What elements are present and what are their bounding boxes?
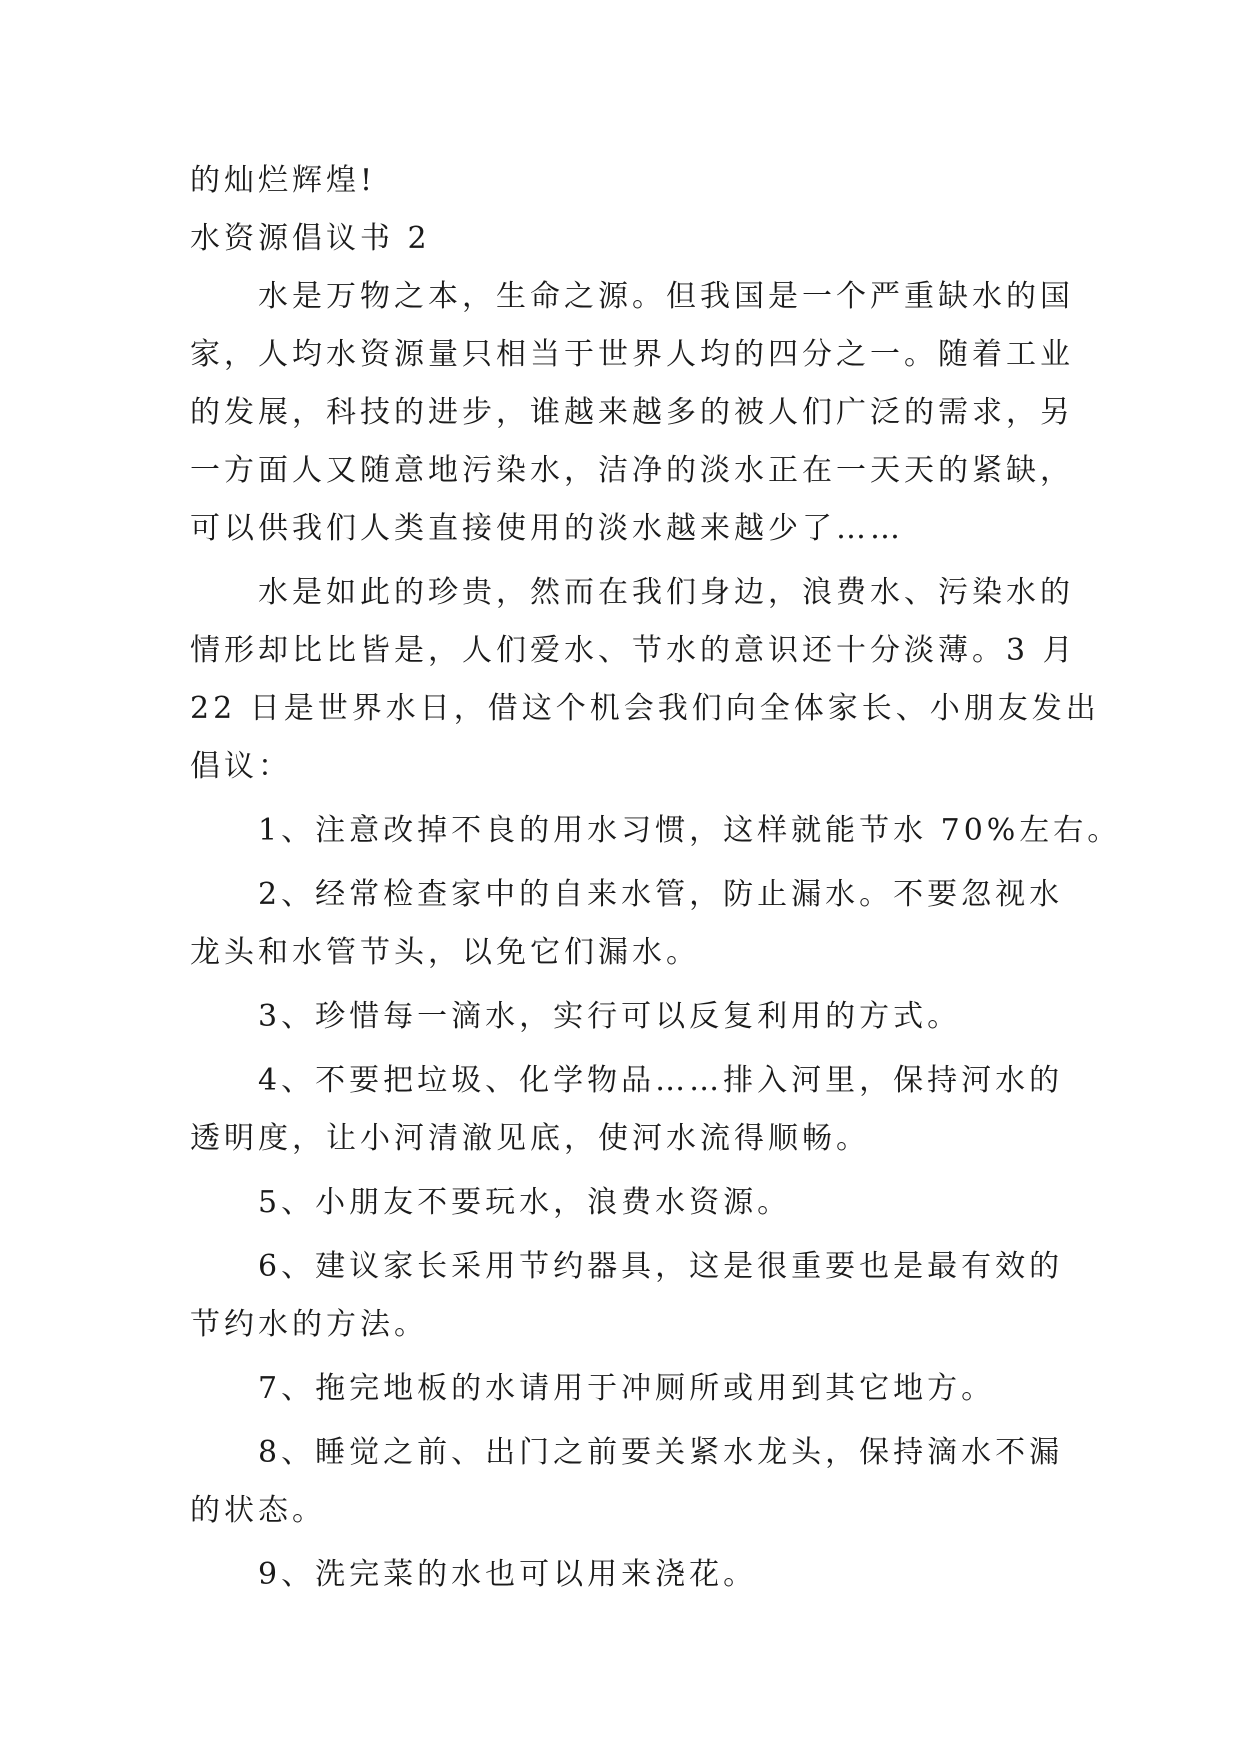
document-heading: 水资源倡议书 2 xyxy=(190,221,431,256)
paragraph-line: 6、建议家长采用节约器具，这是很重要也是最有效的 xyxy=(258,1249,1064,1284)
paragraph-line: 情形却比比皆是，人们爱水、节水的意识还十分淡薄。3 月 xyxy=(190,633,1077,668)
paragraph-line: 5、小朋友不要玩水，浪费水资源。 xyxy=(258,1185,792,1220)
paragraph-line: 1、注意改掉不良的用水习惯，这样就能节水 70%左右。 xyxy=(258,813,1122,848)
paragraph-line: 3、珍惜每一滴水，实行可以反复利用的方式。 xyxy=(258,999,962,1034)
paragraph-line: 4、不要把垃圾、化学物品……排入河里，保持河水的 xyxy=(258,1063,1064,1098)
paragraph-line: 龙头和水管节头，以免它们漏水。 xyxy=(190,935,700,970)
paragraph-line: 透明度，让小河清澈见底，使河水流得顺畅。 xyxy=(190,1121,870,1156)
paragraph-line: 2、经常检查家中的自来水管，防止漏水。不要忽视水 xyxy=(258,877,1064,912)
paragraph-line: 一方面人又随意地污染水，洁净的淡水正在一天天的紧缺， xyxy=(190,453,1074,488)
paragraph-line: 倡议： xyxy=(190,749,292,784)
paragraph-line: 水是如此的珍贵，然而在我们身边，浪费水、污染水的 xyxy=(258,575,1074,610)
paragraph-line: 22 日是世界水日，借这个机会我们向全体家长、小朋友发出 xyxy=(190,691,1100,726)
paragraph-line: 9、洗完菜的水也可以用来浇花。 xyxy=(258,1557,758,1592)
paragraph-line: 家，人均水资源量只相当于世界人均的四分之一。随着工业 xyxy=(190,337,1074,372)
paragraph-line: 的状态。 xyxy=(190,1493,326,1528)
paragraph-line: 节约水的方法。 xyxy=(190,1307,428,1342)
paragraph-line: 的发展，科技的进步，谁越来越多的被人们广泛的需求，另 xyxy=(190,395,1074,430)
paragraph-line: 水是万物之本，生命之源。但我国是一个严重缺水的国 xyxy=(258,279,1074,314)
paragraph-line: 7、拖完地板的水请用于冲厕所或用到其它地方。 xyxy=(258,1371,996,1406)
document-page xyxy=(190,152,1122,1604)
paragraph-line: 8、睡觉之前、出门之前要关紧水龙头，保持滴水不漏 xyxy=(258,1435,1064,1470)
paragraph-line: 的灿烂辉煌! xyxy=(190,163,377,198)
paragraph-line: 可以供我们人类直接使用的淡水越来越少了…… xyxy=(190,511,904,546)
